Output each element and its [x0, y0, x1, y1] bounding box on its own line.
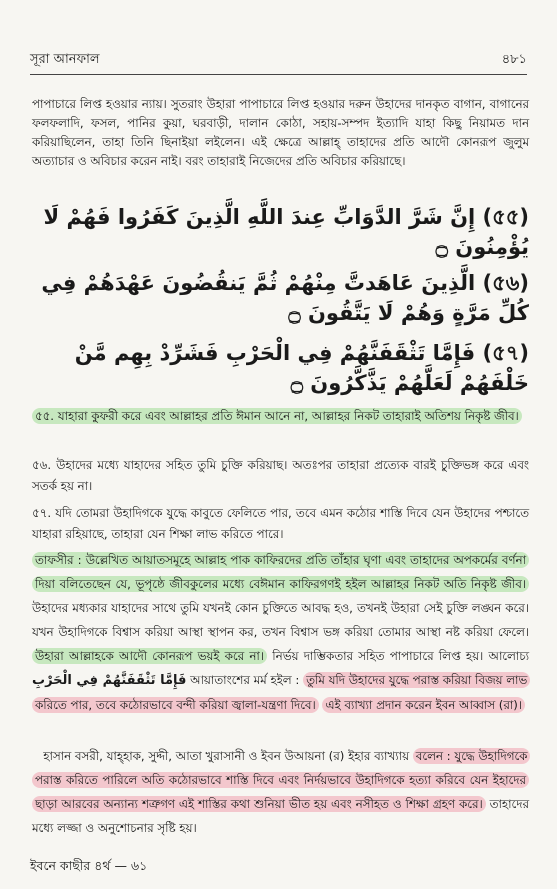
page-header	[30, 50, 527, 72]
translation-57: ৫৭. যদি তোমরা উহাদিগকে যুদ্ধে কাবুতে ফেলিতে পার, তবে এমন কঠোর শাস্তি দিবে যেন উহাদের পশ্চাতে যাহারা রহিয়াছে, তাহারা যেন শিক্ষা লাভ করিতে পারে।	[32, 506, 529, 541]
translation-55	[32, 405, 529, 427]
highlight-red: এই ব্যাখ্যা প্রদান করেন ইবন আব্বাস (রা)।	[322, 697, 525, 713]
highlight-red: তুমি যদি উহাদের যুদ্ধে পরাস্ত করিয়া বিজয় লাভ করিতে পার, তবে কঠোরভাবে বন্দী করিয়া জ্বালা-যন্ত্রণা দিবে।	[32, 672, 530, 713]
highlight-red: বলেন : যুদ্ধে উহাদিগকে পরাস্ত করিতে পারিলে অতি কঠোরভাবে শাস্তি দিবে এবং নির্দয়ভাবে উহাদিগকে হত্যা করিবে যেন ইহাদের ছাড়া আরবের অন্যান্য শত্রুগণ এই শাস্তির কথা শুনিয়া ভীত হয় এবং নসীহত ও শিক্ষা গ্রহণ করে।	[32, 748, 530, 812]
translation-56: ৫৬. উহাদের মধ্যে যাহাদের সহিত তুমি চুক্তি করিয়াছ। অতঃপর তাহারা প্রত্যেক বারই চুক্তিভঙ্গ করে এবং সতর্ক হয় না।	[32, 458, 529, 493]
header-divider	[30, 74, 527, 75]
tafsir-text: নির্ভয় দাম্ভিকতার সহিত পাপাচারে লিপ্ত হয়। আলোচ্য	[267, 649, 529, 663]
highlight-green: উহারা আল্লাহকে আদৌ কোনরূপ ভয়ই করে না।	[32, 648, 267, 664]
highlight-green: ৫৫. যাহারা কুফরী করে এবং আল্লাহর প্রতি ঈমান আনে না, আল্লাহর নিকট তাহারাই অতিশয় নিকৃষ্ট জীব।	[32, 408, 522, 424]
closing-text: তাহাদের মধ্যে লজ্জা ও অনুশোচনার সৃষ্টি হয়।	[32, 797, 529, 835]
tafsir-text: উহাদের মধ্যকার যাহাদের সাথে তুমি যখনই কোন চুক্তিতে আবদ্ধ হও, তখনই উহারা সেই চুক্তি লঙ্ঘন করে। যখন উহাদিগকে বিশ্বাস করিয়া আস্থা স্থাপন কর, তখন বিশ্বাস ভঙ্গ করিয়া তোমার আস্থা নষ্ট করিয়া ফেলে।	[32, 601, 529, 639]
closing-text: হাসান বসরী, যাহ্হাক, সুদ্দী, আতা খুরাসানী ও ইবন উআয়না (র) ইহার ব্যাখ্যায়	[43, 749, 413, 763]
tafsir-paragraph	[32, 548, 529, 717]
closing-paragraph	[32, 744, 529, 840]
arabic-ayah-57: (৫৭) فَإِمَّا تَثْقَفَنَّهُمْ فِي الْحَرْبِ فَشَرِّدْ بِهِم مَّنْ خَلْفَهُمْ لَعَلَّهُمْ يَذَّكَّرُونَ ۝	[74, 341, 529, 395]
tafsir-text: আয়াতাংশের মর্ম হইল :	[186, 673, 304, 687]
surah-title: সূরা আনফাল	[30, 52, 100, 67]
highlight-green: তাফসীর : উল্লেখিত আয়াতসমূহে আল্লাহ পাক কাফিরদের প্রতি তাঁহার ঘৃণা এবং তাহাদের অপকর্মের বর্ণনা দিয়া বলিতেছেন যে, ভূপৃষ্ঠে জীবকুলের মধ্যে বেঈমান কাফিরগণই হইল আল্লাহর নিকট অতি নিকৃষ্ট জীব।	[32, 552, 529, 592]
intro-paragraph: পাপাচারে লিপ্ত হওয়ার ন্যায়। সুতরাং উহারা পাপাচারে লিপ্ত হওয়ার দরুন উহাদের দানকৃত বাগান, বাগানের ফলফলাদি, ফসল, পানির কুয়া, ঘরবাড়ী, দালান কোঠা, সহায়-সম্পদ ইত্যাদি যাহা কিছু নিয়ামত দান করিয়াছিলেন, তাহা তিনি ছিনাইয়া লইলেন। এই ক্ষেত্রে আল্লাহ্ তাহাদের প্রতি আদৌ কোনরূপ জুলুম অত্যাচার ও অবিচার করেন নাই। বরং তাহারাই নিজেদের প্রতি অবিচার করিয়াছে।	[32, 97, 529, 168]
arabic-ayah-56: (৫৬) الَّذِينَ عَاهَدتَّ مِنْهُمْ ثُمَّ يَنقُضُونَ عَهْدَهُمْ فِي كُلِّ مَرَّةٍ وَهُمْ لَا يَتَّقُونَ ۝	[41, 271, 529, 325]
arabic-inline-quote: فَإِمَّا تَثْقَفَنَّهُمْ فِي الْحَرْبِ	[32, 673, 187, 688]
page-footer: ইবনে কাছীর ৪র্থ — ৬১	[30, 858, 148, 873]
arabic-ayah-55: (৫৫) إِنَّ شَرَّ الدَّوَابِّ عِندَ اللَّهِ الَّذِينَ كَفَرُوا فَهُمْ لَا يُؤْمِنُونَ ۝	[43, 205, 529, 259]
page-number: ৪৮১	[501, 52, 527, 67]
